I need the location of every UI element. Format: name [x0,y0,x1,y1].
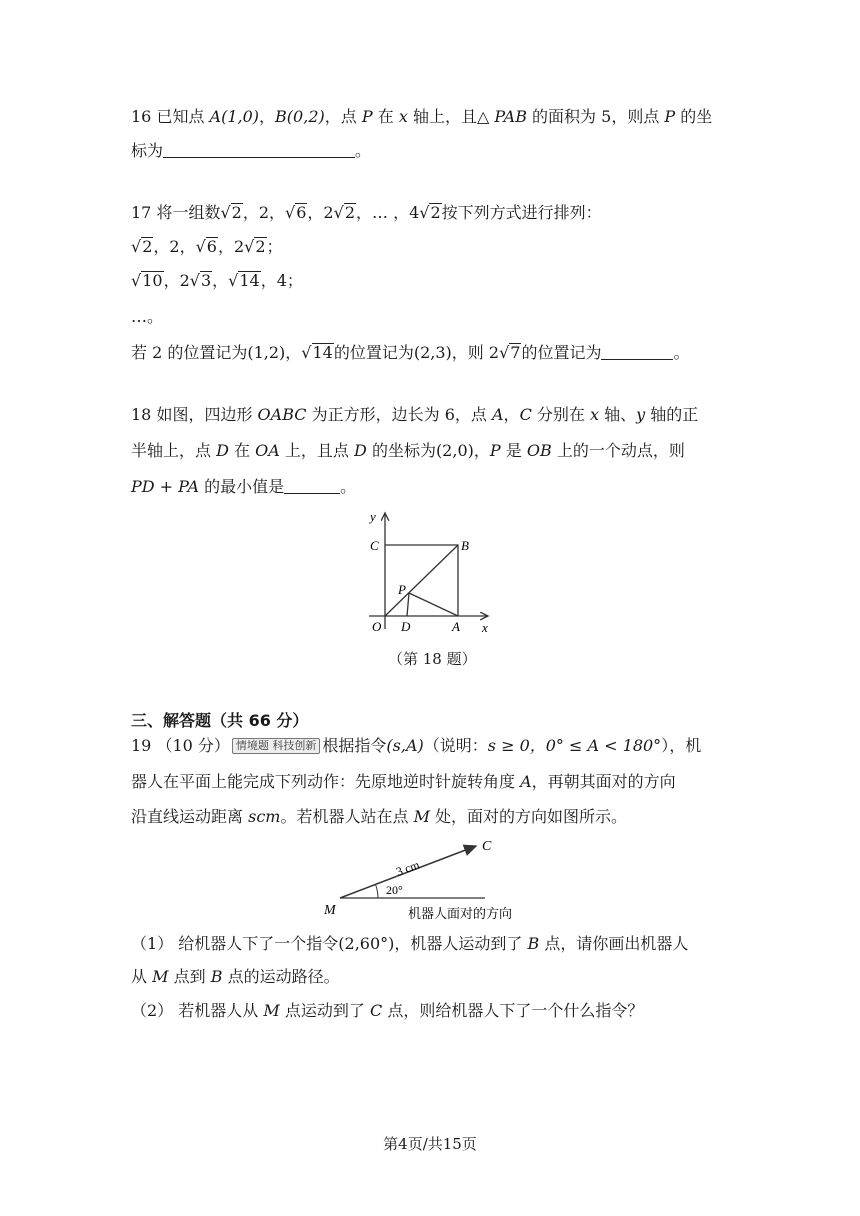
q17-ellipsis: …。 [131,307,164,326]
q19-text: 点到 [173,967,206,986]
radicand: 3 [200,271,212,290]
label-m: M [324,903,336,918]
tag-badge [232,738,321,754]
q16-text: 的坐 [680,107,713,126]
q18-text: 。 [340,477,357,496]
q19-part2 [131,1000,643,1022]
distance-s: scm [248,807,281,826]
q19-text: 处，面对的方向如图所示。 [435,807,628,826]
radicand: 2 [344,203,355,222]
condition: s ≥ 0，0° ≤ A < 180° [487,736,662,755]
radicand: 2 [231,203,242,222]
radicand: 2 [430,203,441,222]
q18-text: 轴、 [604,405,637,424]
q19-figure [320,832,550,924]
q19-text: 从 [131,967,148,986]
q18-text: 18 如图，四边形 [131,405,253,424]
q17-text: ，2 [307,203,334,222]
q17-intro [131,202,602,224]
q16-text: 在 [377,107,394,126]
radicand: 6 [296,203,307,222]
sqrt-2: √2 [419,203,441,222]
point-b: B [210,967,223,986]
point-d: D [216,441,229,460]
q17-text: ，2 [163,271,190,290]
q17-text: 的位置记为 [521,343,602,362]
radicand: 14 [239,271,260,290]
segment-pd [407,593,409,616]
q19-text: 沿直线运动距离 [131,807,244,826]
q17-row1 [131,236,283,258]
angle-label: 20° [386,883,403,897]
radicand: 14 [312,343,333,362]
answer-blank[interactable] [284,477,340,494]
facing-label: 机器人面对的方向 [408,907,513,922]
label-d: D [401,619,411,634]
q19-line1 [131,735,701,757]
radicand: 10 [142,271,163,290]
point-p: P [489,441,501,460]
q18-text: 是 [505,441,522,460]
q19-text: ），机 [661,736,702,755]
tag-scenario: 情境题 [235,739,269,752]
label-b: B [461,538,469,553]
sqrt-6: √6 [285,203,307,222]
q19-text: （说明： [423,736,488,755]
sqrt-14: √14 [228,271,260,290]
q17-text: ； [266,237,283,256]
q17-text: ，2， [242,203,286,222]
sqrt-7: √7 [499,343,521,362]
triangle-pab: PAB [494,107,527,126]
label-a: A [452,619,460,634]
radicand: 2 [142,237,153,256]
q19-text: 器人在平面上能完成下列动作：先原地逆时针旋转角度 [131,772,516,791]
label-c: C [370,538,379,553]
q16-text: ，点 [324,107,357,126]
q18-text: 在 [234,441,251,460]
q18-text: 分别在 [536,405,585,424]
angle-a: A [520,772,532,791]
q18-text: 上，且点 [284,441,349,460]
q19-text: 根据指令 [322,736,387,755]
q17-row2 [131,270,303,292]
q16-line1 [131,106,712,128]
q19-text: （1） 给机器人下了一个指令(2,60°)，机器人运动到了 [131,934,523,953]
answer-blank[interactable] [601,343,673,360]
command-notation: (s,A) [386,736,424,755]
point-a: A(1,0) [209,107,260,126]
point-b: B [527,934,540,953]
q16-text: 标为 [131,141,164,160]
q16-text: 。 [355,141,372,160]
sqrt-3: √3 [189,271,212,290]
label-p: P [398,582,406,597]
sqrt-2: √2 [333,203,355,222]
q19-text: ，再朝其面对的方向 [531,772,676,791]
q16-sep: ， [259,107,276,126]
q16-text: 的面积为 5，则点 [532,107,660,126]
q19-text: （2） 若机器人从 [131,1001,259,1020]
x-var: x [590,405,600,424]
x-axis-label: x [482,620,488,635]
q17-text: ，… ，4 [356,203,420,222]
y-axis-label: y [370,509,376,524]
q17-text: ，2， [153,237,196,256]
radicand: 7 [510,343,521,362]
radicand: 6 [206,237,217,256]
q17-text: ， [212,271,229,290]
sqrt-6: √6 [195,237,217,256]
q19-part1-line1 [131,933,688,955]
diagonal-ob [385,545,458,616]
q19-part1-line2 [131,966,340,988]
q19-text: 点，请你画出机器人 [544,934,689,953]
q17-text: ，2 [217,237,245,256]
sqrt-2: √2 [131,237,153,256]
tag-tech: 科技创新 [272,739,317,752]
segment-pa [409,593,458,616]
label-o: O [372,619,382,634]
answer-blank[interactable] [163,141,355,158]
q16-text: 16 已知点 [131,107,205,126]
q16-line2 [131,140,371,162]
label-c: C [482,839,492,854]
q19-text: 点运动到了 [284,1001,365,1020]
sqrt-2: √2 [220,203,242,222]
point-c: C [519,405,532,424]
square-oabc: OABC [257,405,307,424]
figure-caption: （第 18 题） [388,650,477,668]
point-p: P [664,107,676,126]
q17-ask [131,342,689,364]
q17-text: 。 [673,343,690,362]
q19-number: 19 （10 分） [131,736,230,755]
point-m: M [152,967,169,986]
q18-line2 [131,440,685,462]
q18-text: 为正方形，边长为 6，点 [311,405,487,424]
q17-text: ，4； [260,271,303,290]
q17-text: 17 将一组数 [131,203,221,222]
x-var: x [398,107,408,126]
sqrt-2: √2 [244,237,266,256]
q18-text: 的最小值是 [204,477,285,496]
point-c: C [369,1001,383,1020]
distance-label: 3 cm [394,857,422,879]
q17-text: 若 2 的位置记为(1,2)， [131,343,302,362]
q17-text: 按下列方式进行排列： [441,203,602,222]
point-a: A [491,405,504,424]
point-m: M [413,807,430,826]
q18-line3 [131,476,356,498]
q18-figure [355,505,505,640]
sqrt-10: √10 [131,271,163,290]
q18-text: 半轴上，点 [131,441,212,460]
sqrt-14: √14 [301,343,333,362]
q19-text: 点，则给机器人下了一个什么指令？ [387,1001,644,1020]
section-heading: 三、解答题（共 66 分） [131,711,309,730]
q18-text: 的坐标为(2,0)， [371,441,490,460]
y-var: y [636,405,646,424]
q16-text: 轴上，且△ [412,107,490,126]
page-footer: 第4页/共15页 [383,1135,477,1153]
segment-ob: OB [526,441,552,460]
angle-arc [376,885,379,899]
radicand: 2 [255,237,266,256]
point-p: P [361,107,373,126]
point-b: B(0,2) [275,107,325,126]
point-m: M [263,1001,280,1020]
segment-oa: OA [255,441,280,460]
q19-line2 [131,771,676,793]
q18-line1: 18 如图，四边形 OABC 为正方形，边长为 6，点 A，C 分别在 x 轴、y 轴的正 [131,405,699,424]
q17-row3 [131,306,163,328]
q18-text: 上的一个动点，则 [556,441,685,460]
q17-text: 的位置记为(2,3)，则 2 [333,343,500,362]
q19-text: 。若机器人站在点 [280,807,409,826]
q18-text: 轴的正 [650,405,699,424]
expression-pd-pa: PD + PA [131,477,200,496]
point-d: D [354,441,367,460]
q19-line3 [131,806,627,828]
q19-text: 点的运动路径。 [227,967,340,986]
